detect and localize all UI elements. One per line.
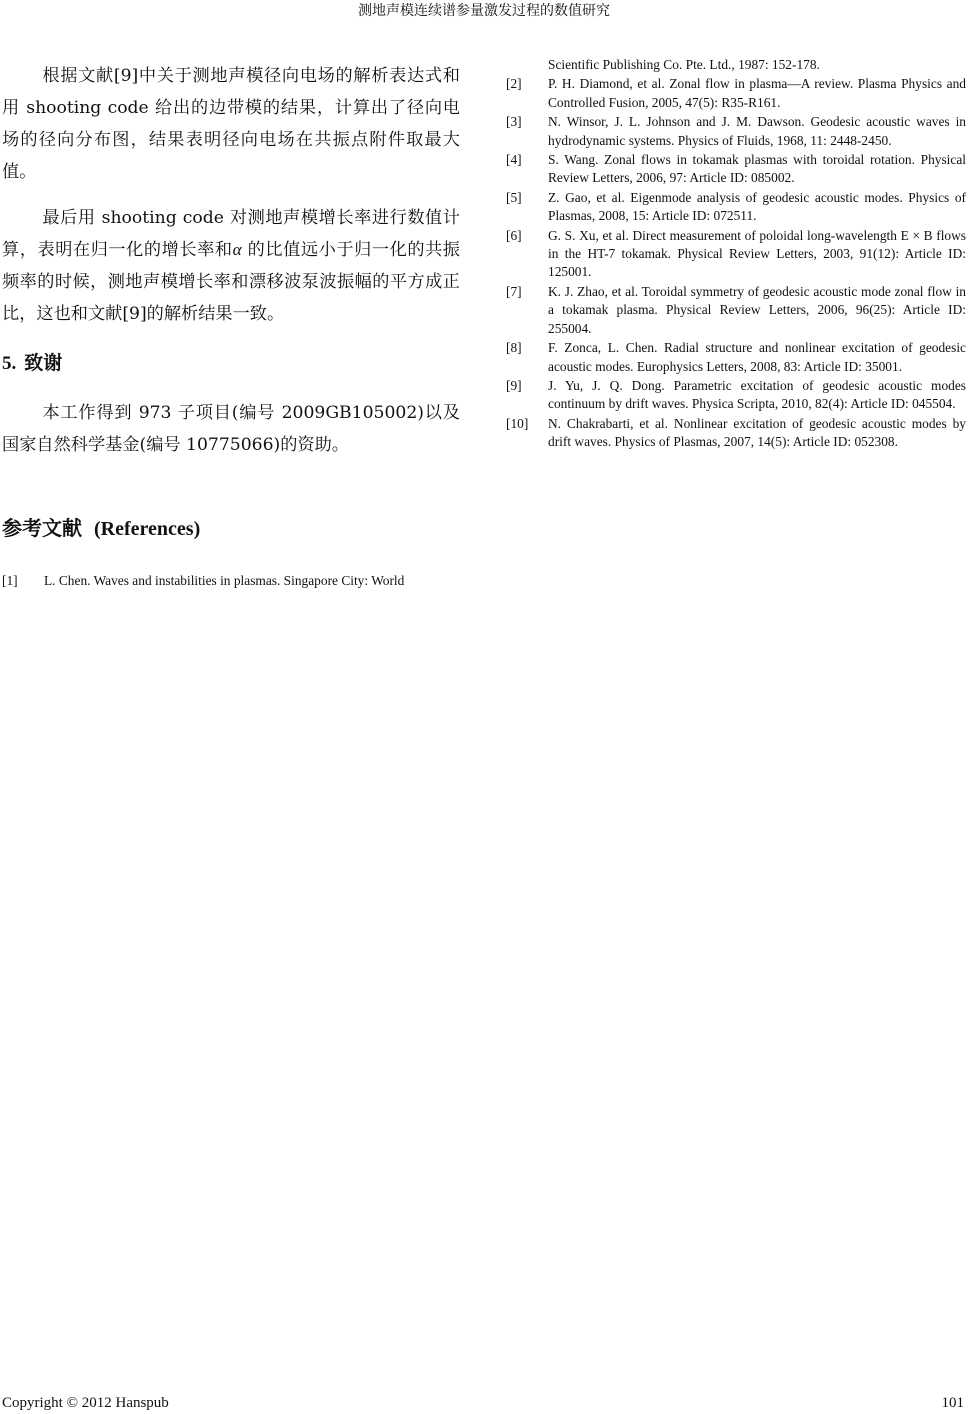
reference-number: [5] [506, 189, 522, 205]
reference-number: [4] [506, 152, 522, 168]
page-number: 101 [941, 1395, 964, 1411]
references-heading [2, 515, 460, 542]
reference-number: [3] [506, 114, 522, 130]
body-paragraph-2 [2, 202, 460, 330]
reference-item [506, 377, 966, 414]
reference-item [506, 151, 966, 188]
reference-number: [10] [506, 415, 529, 431]
reference-item [506, 339, 966, 376]
reference-text: G. S. Xu, et al. Direct measurement of poloidal long-wavelength E × B flows in the HT-7 tokamak. Physical Review Letters, 2003, 91(12): Article ID: 125001. [548, 227, 966, 280]
left-column [2, 60, 460, 590]
reference-number: [1] [2, 573, 18, 588]
reference-item [506, 227, 966, 282]
reference-item [506, 75, 966, 112]
reference-text: P. H. Diamond, et al. Zonal flow in plasma—A review. Plasma Physics and Controlled Fusion, 2005, 47(5): R35-R161. [548, 76, 966, 110]
reference-text: Z. Gao, et al. Eigenmode analysis of geodesic acoustic modes. Physics of Plasmas, 2008, 15: Article ID: 072511. [548, 189, 966, 224]
page-footer [2, 1394, 964, 1412]
references-title-cn: 参考文献 [2, 516, 82, 540]
references-title-en: (References) [94, 518, 201, 540]
acknowledgement-paragraph: 本工作得到 973 子项目(编号 2009GB105002)以及国家自然科学基金(编号 10775066)的资助。 [2, 403, 460, 455]
reference-number: [7] [506, 283, 522, 299]
reference-number: [8] [506, 340, 522, 356]
reference-item [506, 283, 966, 338]
reference-item [506, 113, 966, 150]
paragraph-2-text-end: 的比值远小于归一化的共振频率的时候，测地声模增长率和漂移波泵波振幅的平方成正比，这也和文献[9]的解析结果一致。 [2, 240, 460, 324]
reference-text: Scientific Publishing Co. Pte. Ltd., 1987: 152-178. [548, 57, 820, 72]
section-title: 致谢 [24, 352, 63, 374]
section-number: 5. [2, 353, 17, 374]
reference-1 [2, 572, 460, 590]
reference-text: K. J. Zhao, et al. Toroidal symmetry of geodesic acoustic mode zonal flow in a tokamak plasma. Physical Review Letters, 2006, 96(25): Article ID: 255004. [548, 283, 966, 336]
body-paragraph-1: 根据文献[9]中关于测地声模径向电场的解析表达式和用 shooting code 给出的边带模的结果，计算出了径向电场的径向分布图，结果表明径向电场在共振点附件取最大值。 [2, 66, 460, 182]
section-heading-acknowledgements [2, 350, 460, 377]
reference-text: N. Winsor, J. L. Johnson and J. M. Dawson. Geodesic acoustic waves in hydrodynamic systems. Physics of Fluids, 1968, 11: 2448-2450. [548, 114, 966, 148]
reference-1-continuation [506, 56, 966, 74]
reference-text: L. Chen. Waves and instabilities in plasmas. Singapore City: World [44, 573, 405, 588]
paragraph-2-text-start: 最后用 shooting code 对测地声模增长率进行数值计算，表明在归一化的增长率和 [2, 208, 460, 260]
reference-text: S. Wang. Zonal flows in tokamak plasmas with toroidal rotation. Physical Review Letters, 2006, 97: Article ID: 085002. [548, 152, 966, 186]
reference-number: [9] [506, 377, 522, 393]
reference-text: F. Zonca, L. Chen. Radial structure and nonlinear excitation of geodesic acoustic modes. Europhysics Letters, 2008, 83: Article ID: 35001. [548, 340, 966, 374]
reference-number: [2] [506, 76, 522, 92]
reference-item [506, 415, 966, 452]
reference-text: N. Chakrabarti, et al. Nonlinear excitation of geodesic acoustic modes by drift waves. Physics of Plasmas, 2007, 14(5): Article ID: 052308. [548, 415, 966, 450]
reference-list [506, 56, 966, 452]
reference-text: J. Yu, J. Q. Dong. Parametric excitation of geodesic acoustic modes continuum by drift waves. Physica Scripta, 2010, 82(4): Article ID: 045504. [548, 377, 966, 412]
alpha-symbol: α [232, 240, 242, 259]
right-column [506, 56, 966, 452]
running-header: 测地声模连续谱参量激发过程的数值研究 [358, 3, 610, 19]
reference-item [506, 189, 966, 226]
reference-number: [6] [506, 227, 522, 243]
copyright-notice: Copyright © 2012 Hanspub [2, 1395, 169, 1411]
